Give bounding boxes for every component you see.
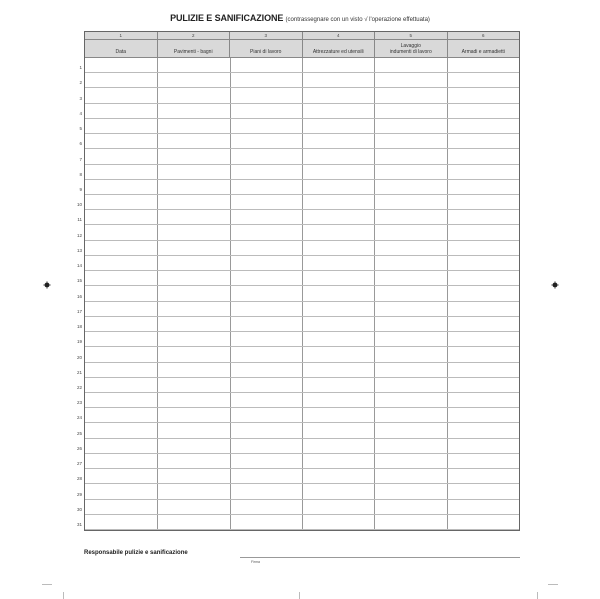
row-divider xyxy=(85,514,519,515)
crop-mark xyxy=(548,584,558,585)
row-number: 24 xyxy=(76,415,82,421)
row-number: 2 xyxy=(79,80,82,86)
column-divider xyxy=(157,58,158,530)
title-subtitle: (contrassegnare con un visto √ l'operazione effettuata) xyxy=(285,17,430,23)
column-header-work-clothes: Lavaggio indumenti di lavoro xyxy=(375,40,448,57)
column-number: 2 xyxy=(158,32,231,39)
row-number: 12 xyxy=(76,232,82,238)
row-divider xyxy=(85,118,519,119)
column-divider xyxy=(230,58,231,530)
row-number: 4 xyxy=(79,110,82,116)
row-divider xyxy=(85,316,519,317)
row-divider xyxy=(85,422,519,423)
row-divider xyxy=(85,87,519,88)
registration-mark-icon xyxy=(43,281,51,289)
row-divider xyxy=(85,377,519,378)
row-number: 27 xyxy=(76,461,82,467)
column-number: 5 xyxy=(375,32,448,39)
column-header-data: Data xyxy=(85,40,158,57)
crop-mark xyxy=(299,592,300,599)
signature-label: Firma xyxy=(251,560,260,564)
row-divider xyxy=(85,362,519,363)
column-number: 4 xyxy=(303,32,376,39)
crop-mark xyxy=(42,584,52,585)
row-number: 18 xyxy=(76,324,82,330)
row-divider xyxy=(85,103,519,104)
table-body xyxy=(85,58,519,530)
row-divider xyxy=(85,285,519,286)
row-divider xyxy=(85,133,519,134)
row-divider xyxy=(85,346,519,347)
row-number: 25 xyxy=(76,430,82,436)
row-number: 26 xyxy=(76,445,82,451)
row-divider xyxy=(85,483,519,484)
row-number: 17 xyxy=(76,308,82,314)
cleaning-log-table xyxy=(84,31,520,531)
row-divider xyxy=(85,224,519,225)
column-header-floors-bathrooms: Pavimenti - bagni xyxy=(158,40,231,57)
row-divider xyxy=(85,240,519,241)
row-number: 28 xyxy=(76,476,82,482)
signature-line[interactable] xyxy=(240,557,520,558)
row-number: 23 xyxy=(76,400,82,406)
row-divider xyxy=(85,270,519,271)
column-number: 3 xyxy=(230,32,303,39)
row-number: 9 xyxy=(79,187,82,193)
column-header-work-surfaces: Piani di lavoro xyxy=(230,40,303,57)
row-divider xyxy=(85,468,519,469)
row-number: 20 xyxy=(76,354,82,360)
row-number: 15 xyxy=(76,278,82,284)
row-divider xyxy=(85,255,519,256)
column-header-row xyxy=(85,40,519,58)
row-number: 21 xyxy=(76,369,82,375)
row-divider xyxy=(85,194,519,195)
row-divider xyxy=(85,499,519,500)
row-number: 10 xyxy=(76,202,82,208)
row-divider xyxy=(85,301,519,302)
column-number-row xyxy=(85,32,519,40)
row-number: 30 xyxy=(76,506,82,512)
row-divider xyxy=(85,529,519,530)
row-number: 1 xyxy=(79,65,82,71)
row-divider xyxy=(85,72,519,73)
page-title xyxy=(0,13,600,25)
row-divider xyxy=(85,407,519,408)
column-header-cabinets: Armadi e armadietti xyxy=(461,49,505,55)
row-number: 3 xyxy=(79,95,82,101)
row-divider xyxy=(85,453,519,454)
row-number: 29 xyxy=(76,491,82,497)
row-number: 8 xyxy=(79,171,82,177)
row-divider xyxy=(85,438,519,439)
crop-mark xyxy=(63,592,64,599)
row-divider xyxy=(85,392,519,393)
responsible-label: Responsabile pulizie e sanificazione xyxy=(84,550,188,556)
column-number: 1 xyxy=(85,32,158,39)
row-number: 5 xyxy=(79,126,82,132)
row-divider xyxy=(85,179,519,180)
row-number: 13 xyxy=(76,247,82,253)
row-divider xyxy=(85,331,519,332)
column-divider xyxy=(302,58,303,530)
title-main: PULIZIE E SANIFICAZIONE xyxy=(170,13,284,23)
row-number: 11 xyxy=(77,217,82,223)
row-number: 7 xyxy=(79,156,82,162)
row-number: 19 xyxy=(76,339,82,345)
row-divider xyxy=(85,209,519,210)
column-header-tools: Attrezzature ed utensili xyxy=(303,40,376,57)
column-number: 6 xyxy=(481,33,485,38)
row-number: 22 xyxy=(76,384,82,390)
row-number: 31 xyxy=(76,522,82,527)
crop-mark xyxy=(537,592,538,599)
column-divider xyxy=(374,58,375,530)
row-number: 16 xyxy=(76,293,82,299)
row-divider xyxy=(85,148,519,149)
column-divider xyxy=(447,58,448,530)
registration-mark-icon xyxy=(551,281,559,289)
row-divider xyxy=(85,164,519,165)
row-number: 6 xyxy=(79,141,82,147)
row-number: 14 xyxy=(76,263,82,269)
